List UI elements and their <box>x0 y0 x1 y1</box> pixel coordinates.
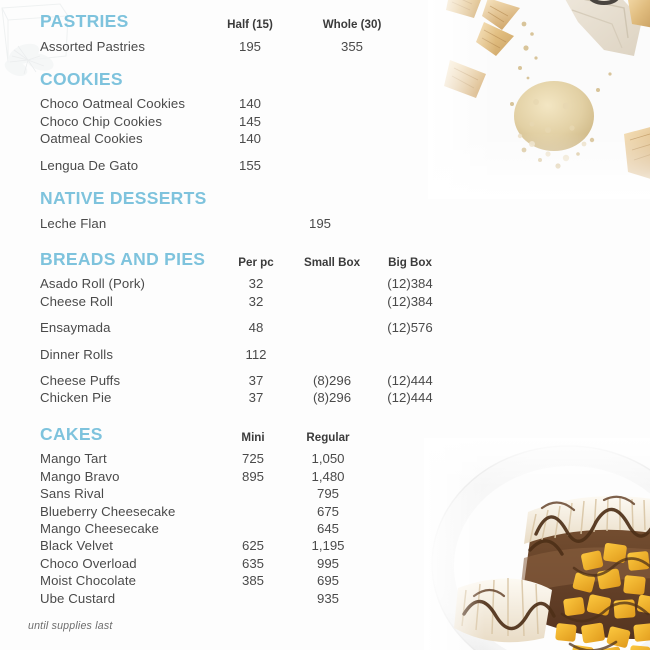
item-name: Choco Oatmeal Cookies <box>40 96 186 112</box>
item-price: 1,195 <box>311 538 345 554</box>
item-name: Mango Bravo <box>40 468 120 484</box>
section-rows <box>40 38 408 55</box>
item-price: 155 <box>238 157 261 173</box>
menu-item-row[interactable] <box>40 590 408 607</box>
pastries-photo <box>428 0 650 199</box>
menu-item-row[interactable] <box>40 130 408 147</box>
item-name: Ube Custard <box>40 590 116 606</box>
menu-item-row[interactable] <box>40 372 433 389</box>
footer-note: until supplies last <box>28 620 113 632</box>
item-name: Moist Chocolate <box>40 573 137 589</box>
menu-section <box>40 13 408 55</box>
section-title: NATIVE DESSERTS <box>40 188 207 209</box>
menu-item-row[interactable] <box>40 485 408 502</box>
item-name: Choco Chip Cookies <box>40 113 163 129</box>
item-price: 37 <box>248 390 264 406</box>
item-price: (12)384 <box>387 276 433 292</box>
menu-item-row[interactable] <box>40 38 408 55</box>
menu-item-row[interactable] <box>40 113 408 130</box>
menu-item-row[interactable] <box>40 346 408 363</box>
item-price: 1,480 <box>311 468 345 484</box>
item-price: (12)444 <box>387 390 433 406</box>
item-name: Cheese Puffs <box>40 373 121 389</box>
section-rows <box>40 450 408 607</box>
item-name: Choco Overload <box>40 555 137 571</box>
menu-item-row[interactable] <box>40 275 433 292</box>
item-name: Lengua De Gato <box>40 157 139 173</box>
menu-section <box>40 190 408 232</box>
column-header: Big Box <box>388 255 432 269</box>
section-rows <box>40 275 433 406</box>
section-rows <box>40 215 408 232</box>
item-price: 195 <box>238 38 261 54</box>
menu-item-row[interactable] <box>40 157 408 174</box>
section-title: CAKES <box>40 423 103 444</box>
item-price: 140 <box>238 96 261 112</box>
item-group <box>40 319 433 336</box>
item-price: 935 <box>316 590 339 606</box>
item-price: (12)444 <box>387 373 433 389</box>
item-price: 355 <box>340 38 363 54</box>
column-header: Regular <box>306 430 350 444</box>
section-header-row <box>40 423 408 444</box>
item-group <box>40 450 408 607</box>
item-name: Sans Rival <box>40 486 105 502</box>
item-price: 625 <box>241 538 264 554</box>
item-price: 725 <box>241 451 264 467</box>
section-title: BREADS AND PIES <box>40 248 206 269</box>
item-price: 695 <box>316 573 339 589</box>
menu-section <box>40 423 408 607</box>
column-header: Per pc <box>238 255 274 269</box>
section-rows <box>40 95 408 174</box>
menu-item-row[interactable] <box>40 389 433 406</box>
menu-item-row[interactable] <box>40 468 408 485</box>
menu-item-row[interactable] <box>40 215 408 232</box>
item-price: 675 <box>316 503 339 519</box>
item-group <box>40 38 408 55</box>
menu-item-row[interactable] <box>40 293 433 310</box>
column-header: Half (15) <box>227 17 273 31</box>
item-price: 112 <box>245 346 267 362</box>
column-header: Whole (30) <box>322 17 382 31</box>
item-name: Chicken Pie <box>40 390 112 406</box>
section-header-row <box>40 68 408 89</box>
item-group <box>40 157 408 174</box>
item-group <box>40 346 408 363</box>
item-price: (8)296 <box>312 390 352 406</box>
menu-section <box>40 248 433 407</box>
item-name: Assorted Pastries <box>40 38 146 54</box>
section-title: PASTRIES <box>40 11 129 31</box>
item-price: 645 <box>316 521 339 536</box>
section-header-row <box>40 13 408 31</box>
menu-item-row[interactable] <box>40 520 408 537</box>
column-header: Small Box <box>303 255 361 269</box>
menu-item-row[interactable] <box>40 555 408 572</box>
menu-item-row[interactable] <box>40 319 433 336</box>
item-name: Asado Roll (Pork) <box>40 276 146 292</box>
item-price: 895 <box>241 468 264 484</box>
item-group <box>40 372 433 407</box>
item-name: Black Velvet <box>40 538 114 554</box>
item-price: 37 <box>248 373 264 389</box>
menu-item-row[interactable] <box>40 503 408 520</box>
item-name: Mango Cheesecake <box>40 521 159 536</box>
section-header-row <box>40 190 408 208</box>
item-price: 140 <box>238 131 261 147</box>
item-name: Cheese Roll <box>40 293 113 309</box>
item-price: (12)576 <box>387 320 433 336</box>
item-price: (8)296 <box>312 373 352 389</box>
item-price: (12)384 <box>387 293 433 309</box>
item-price: 995 <box>316 555 339 571</box>
item-price: 795 <box>316 486 339 502</box>
menu-item-row[interactable] <box>40 572 408 589</box>
section-header-row <box>40 248 432 269</box>
item-name: Dinner Rolls <box>40 346 114 362</box>
item-price: 385 <box>241 573 264 589</box>
menu-item-row[interactable] <box>40 95 408 112</box>
item-name: Leche Flan <box>40 215 107 231</box>
item-name: Oatmeal Cookies <box>40 131 143 147</box>
item-price: 32 <box>248 276 264 292</box>
item-group <box>40 215 408 232</box>
item-price: 32 <box>248 293 264 309</box>
item-price: 1,050 <box>311 451 345 467</box>
mango-cake-photo <box>424 438 650 650</box>
item-name: Mango Tart <box>40 451 107 467</box>
menu-item-row[interactable] <box>40 537 408 554</box>
item-name: Blueberry Cheesecake <box>40 503 176 519</box>
menu-content <box>40 11 433 607</box>
item-group <box>40 275 433 310</box>
item-price: 635 <box>241 555 264 571</box>
menu-section <box>40 68 408 174</box>
item-price: 48 <box>248 320 264 336</box>
item-price: 195 <box>308 215 331 231</box>
item-name: Ensaymada <box>40 320 111 336</box>
item-price: 145 <box>238 113 261 129</box>
section-title: COOKIES <box>40 68 123 89</box>
menu-item-row[interactable] <box>40 450 408 467</box>
item-group <box>40 95 408 147</box>
column-header: Mini <box>241 430 265 444</box>
